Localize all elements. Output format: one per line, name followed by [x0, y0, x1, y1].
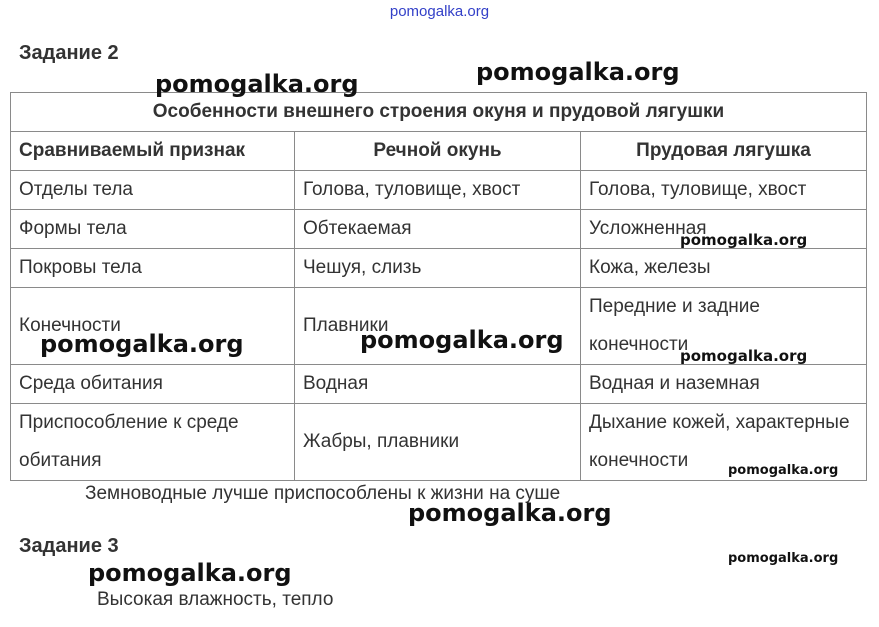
table-header-row [11, 132, 867, 171]
cell-feature: Формы тела [11, 210, 295, 249]
watermark-text: pomogalka.org [680, 231, 808, 249]
watermark-text: pomogalka.org [360, 326, 564, 354]
table-caption: Особенности внешнего строения окуня и прудовой лягушки [11, 93, 867, 132]
cell-perch: Плавники [295, 288, 581, 365]
table-row [11, 171, 867, 210]
table-row [11, 249, 867, 288]
watermark-text: pomogalka.org [728, 463, 839, 478]
cell-perch: Водная [295, 365, 581, 404]
header-feature: Сравниваемый признак [11, 132, 295, 171]
watermark-text: pomogalka.org [88, 559, 292, 587]
cell-perch: Жабры, плавники [295, 404, 581, 481]
watermark-text: pomogalka.org [155, 70, 359, 98]
task-2-conclusion: Земноводные лучше приспособлены к жизни на суше [85, 483, 561, 504]
cell-feature-text: Приспособление к среде обитания [19, 412, 239, 471]
table-row [11, 365, 867, 404]
site-header-link[interactable]: pomogalka.org [389, 3, 490, 20]
cell-frog: Усложненная [581, 210, 867, 249]
cell-frog: Кожа, железы [581, 249, 867, 288]
header-perch: Речной окунь [295, 132, 581, 171]
watermark-text: pomogalka.org [40, 330, 244, 358]
cell-perch: Голова, туловище, хвост [295, 171, 581, 210]
cell-feature: Конечности [11, 288, 295, 365]
header-frog: Прудовая лягушка [581, 132, 867, 171]
cell-frog-text: Передние и задние конечности [589, 296, 760, 355]
watermark-text: pomogalka.org [680, 347, 808, 365]
task-3-answer: Высокая влажность, тепло [97, 589, 334, 610]
cell-perch: Обтекаемая [295, 210, 581, 249]
comparison-table [10, 92, 867, 481]
cell-frog: Водная и наземная [581, 365, 867, 404]
cell-frog-text: Дыхание кожей, характерные конечности [589, 412, 850, 471]
cell-feature: Среда обитания [11, 365, 295, 404]
watermark-text: pomogalka.org [476, 58, 680, 86]
task-2-title: Задание 2 [19, 42, 119, 64]
cell-feature [11, 404, 295, 481]
watermark-text: pomogalka.org [408, 499, 612, 527]
cell-feature: Отделы тела [11, 171, 295, 210]
task-3-title: Задание 3 [19, 535, 119, 557]
watermark-text: pomogalka.org [728, 551, 839, 566]
cell-feature: Покровы тела [11, 249, 295, 288]
cell-perch: Чешуя, слизь [295, 249, 581, 288]
cell-frog: Голова, туловище, хвост [581, 171, 867, 210]
